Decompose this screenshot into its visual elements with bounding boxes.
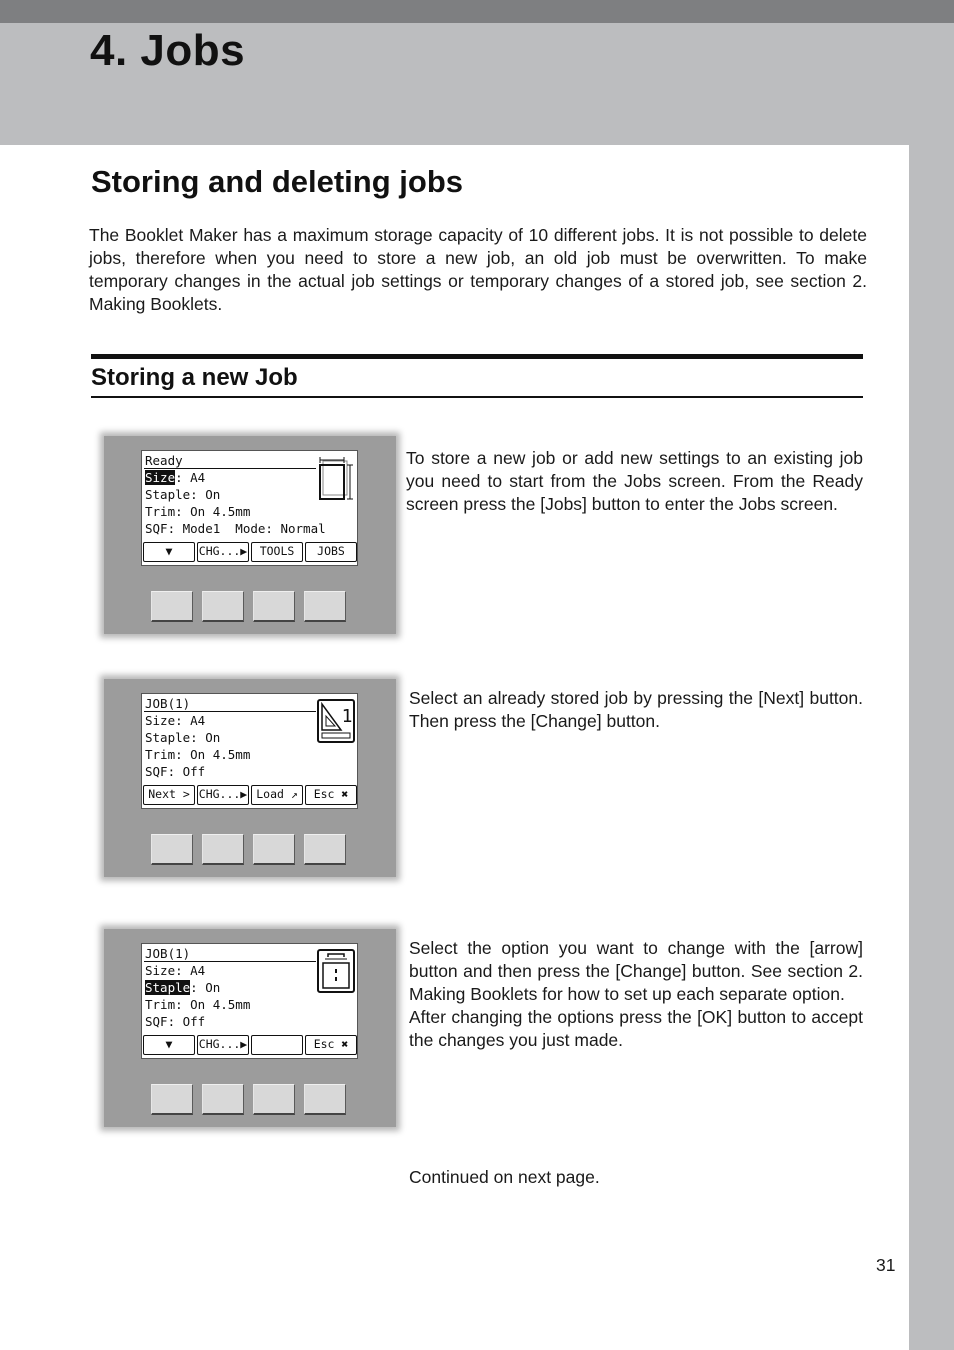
screen-line: SQF: Off: [145, 1014, 206, 1029]
screen-line: Trim: On 4.5mm: [145, 997, 251, 1012]
softkey-next[interactable]: Next >: [143, 785, 195, 805]
step-1-text: To store a new job or add new settings to an existing job you need to start from the Jobs screen. From the Ready screen press the [Jobs] button to enter the Jobs screen.: [406, 448, 863, 514]
hardware-key-2[interactable]: [202, 834, 244, 865]
screen-line: SQF: Mode1 Mode: Normal: [145, 521, 326, 536]
softkey-tools[interactable]: TOOLS: [251, 542, 303, 562]
softkey-jobs[interactable]: JOBS: [305, 542, 357, 562]
subsection-rule-bottom: [91, 396, 863, 398]
softkey-arrow[interactable]: ▼: [143, 542, 195, 562]
screen-line: SQF: Off: [145, 764, 206, 779]
softkey-change[interactable]: CHG...▶: [197, 542, 249, 562]
softkey-row: [143, 1035, 357, 1056]
softkey-load[interactable]: Load ↗: [251, 785, 303, 805]
screen-line: Trim: On 4.5mm: [145, 504, 251, 519]
hardware-key-4[interactable]: [304, 834, 346, 865]
subsection-rule-top: [91, 354, 863, 359]
softkey-change[interactable]: CHG...▶: [197, 785, 249, 805]
option-value: : A4: [175, 470, 206, 485]
staple-icon: [317, 948, 355, 994]
screen-title: JOB(1): [145, 696, 191, 711]
page-number: 31: [876, 1255, 896, 1275]
section-title: Storing and deleting jobs: [91, 164, 463, 199]
job-number-icon: [317, 698, 355, 744]
softkey-row: [143, 542, 357, 563]
screen-separator: [144, 961, 316, 962]
lcd-screen: [141, 943, 358, 1059]
softkey-arrow[interactable]: ▼: [143, 1035, 195, 1055]
hardware-key-3[interactable]: [253, 834, 295, 865]
chapter-title: 4. Jobs: [90, 26, 246, 75]
job-number-label: 1: [341, 706, 353, 727]
screen-line: Size: A4: [145, 963, 206, 978]
highlighted-option: Staple: [145, 980, 191, 995]
screen-separator: [144, 468, 316, 469]
screen-line: [145, 471, 205, 485]
hardware-key-4[interactable]: [304, 591, 346, 622]
highlighted-option: Size: [145, 470, 176, 485]
softkey-change[interactable]: CHG...▶: [197, 1035, 249, 1055]
hardware-key-4[interactable]: [304, 1084, 346, 1115]
hardware-key-1[interactable]: [151, 834, 193, 865]
hardware-keys: [151, 834, 351, 866]
right-margin-band: [909, 145, 954, 1350]
continued-note: Continued on next page.: [409, 1167, 600, 1187]
control-panel-edit: [104, 929, 396, 1127]
hardware-keys: [151, 591, 351, 623]
control-panel-ready: [104, 436, 396, 634]
hardware-keys: [151, 1084, 351, 1116]
softkey-escape[interactable]: Esc ✖: [305, 785, 357, 805]
control-panel-job: [104, 679, 396, 877]
lcd-screen: [141, 693, 358, 809]
intro-paragraph: The Booklet Maker has a maximum storage capacity of 10 different jobs. It is not possible to delete jobs, therefore when you need to store a new job, an old job must be overwritten. To make temporary changes in the actual job settings or temporary changes of a stored job, see section 2. Making Booklets.: [89, 225, 867, 314]
screen-line: Staple: On: [145, 730, 221, 745]
softkey-row: [143, 785, 357, 806]
screen-title: Ready: [145, 453, 183, 468]
subsection-title: Storing a new Job: [91, 364, 298, 391]
softkey-escape[interactable]: Esc ✖: [305, 1035, 357, 1055]
hardware-key-1[interactable]: [151, 591, 193, 622]
hardware-key-2[interactable]: [202, 591, 244, 622]
step-3-text: Select the option you want to change with the [arrow] button and then press the [Change] button. See section 2. Making Booklets for how to set up each separate option. After changing the options press the [OK] button to accept the changes you just made.: [409, 938, 863, 1050]
top-stripe: [0, 0, 954, 23]
screen-title: JOB(1): [145, 946, 191, 961]
hardware-key-1[interactable]: [151, 1084, 193, 1115]
screen-line: Size: A4: [145, 713, 206, 728]
hardware-key-3[interactable]: [253, 591, 295, 622]
booklet-icon: [317, 455, 355, 501]
screen-line: Staple: On: [145, 487, 221, 502]
softkey-blank[interactable]: [251, 1035, 303, 1055]
screen-line: [145, 981, 220, 995]
screen-line: Trim: On 4.5mm: [145, 747, 251, 762]
hardware-key-2[interactable]: [202, 1084, 244, 1115]
hardware-key-3[interactable]: [253, 1084, 295, 1115]
screen-separator: [144, 711, 316, 712]
option-value: : On: [190, 980, 221, 995]
step-2-text: Select an already stored job by pressing the [Next] button. Then press the [Change] button.: [409, 688, 863, 731]
lcd-screen: [141, 450, 358, 566]
